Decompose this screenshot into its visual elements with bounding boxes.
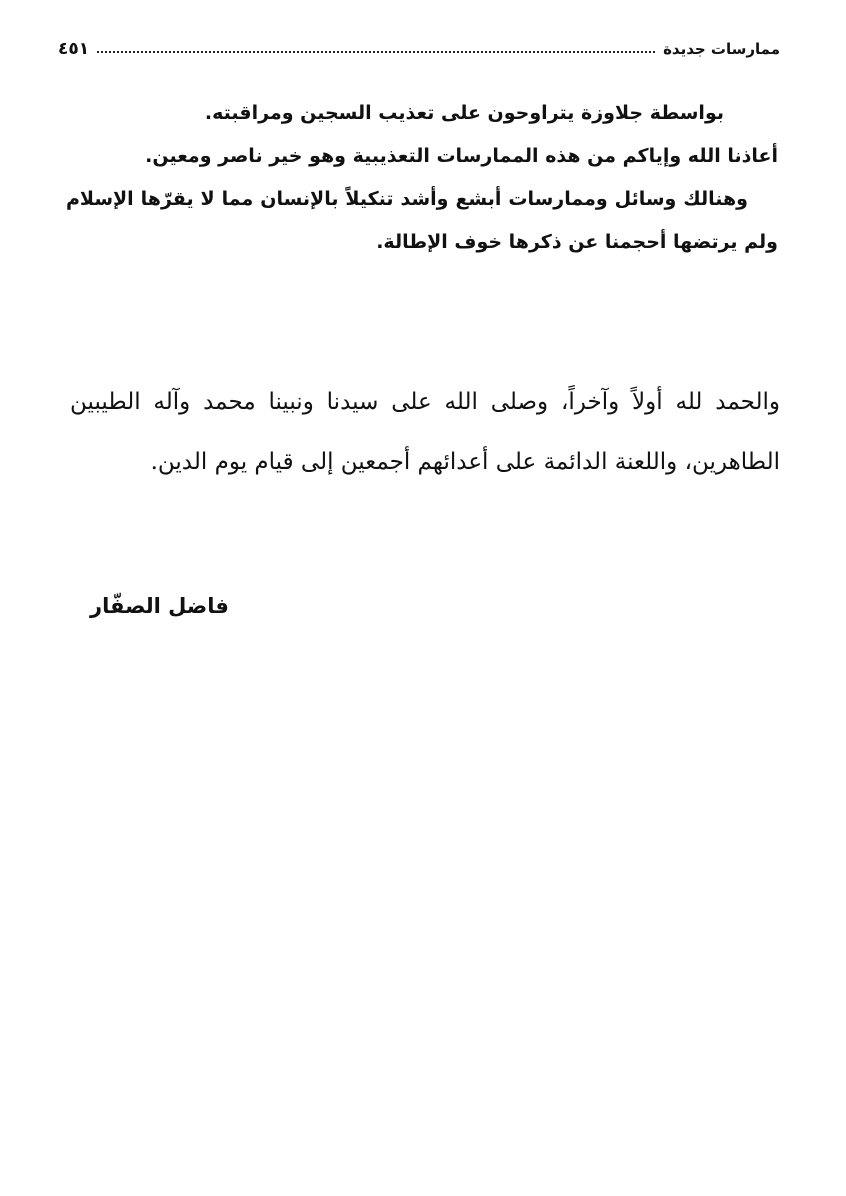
paragraph-prayer: أعاذنا الله وإياكم من هذه الممارسات التعذيبية وهو خير ناصر ومعين. bbox=[145, 145, 778, 167]
dotted-leader bbox=[97, 51, 655, 53]
paragraph-continuation: بواسطة جلاوزة يتراوحون على تعذيب السجين ومراقبته. bbox=[204, 102, 724, 124]
body-text bbox=[66, 92, 778, 264]
author-signature: فاضل الصفّار bbox=[90, 594, 229, 618]
paragraph-other-methods: وهنالك وسائل وممارسات أبشع وأشد تنكيلاً بالإنسان مما لا يقرّها الإسلام ولم يرتضها أحجمنا عن ذكرها خوف الإطالة. bbox=[66, 188, 778, 253]
closing-prayer-text: والحمد لله أولاً وآخراً، وصلى الله على سيدنا ونبينا محمد وآله الطيبين الطاهرين، واللعنة الدائمة على أعدائهم أجمعين إلى قيام يوم الدين. bbox=[70, 389, 780, 475]
page-number: ٤٥١ bbox=[58, 39, 90, 59]
page-header bbox=[58, 36, 780, 62]
running-title: ممارسات جديدة bbox=[663, 40, 780, 58]
closing-prayer bbox=[70, 372, 780, 492]
